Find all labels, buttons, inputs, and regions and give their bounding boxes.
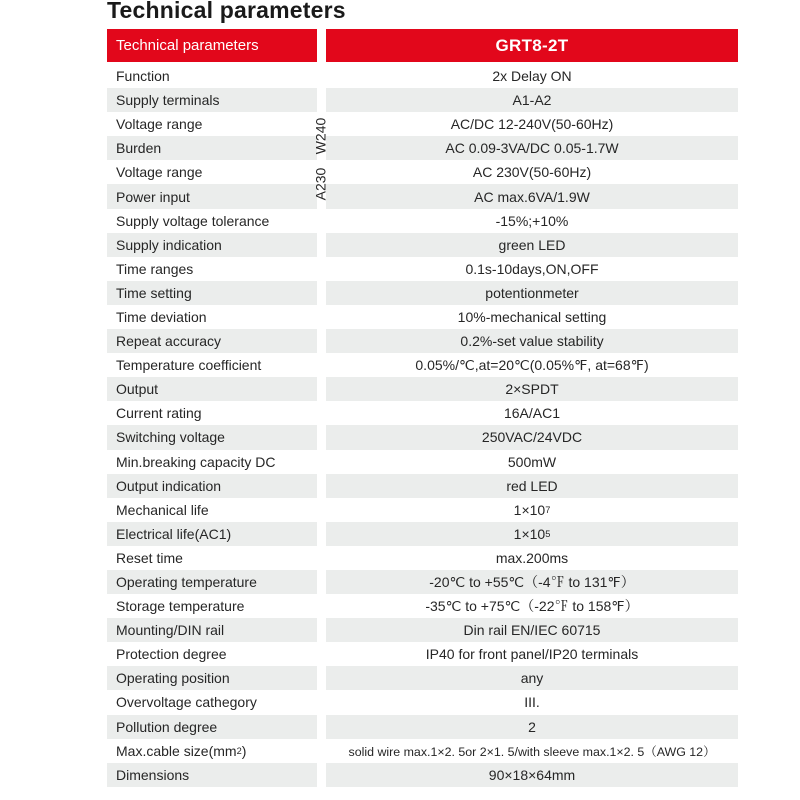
row-value: 1×10 7 (513, 501, 551, 518)
table-row (107, 88, 738, 112)
table-row (107, 329, 738, 353)
row-value: 10%-mechanical setting (457, 308, 607, 325)
row-value: red LED (326, 474, 738, 498)
table-row (107, 522, 738, 546)
row-gap (317, 64, 326, 88)
row-label: Operating position (107, 666, 317, 690)
row-value: IP40 for front panel/IP20 terminals (425, 646, 639, 663)
row-value: Din rail EN/IEC 60715 (326, 618, 738, 642)
group-tag-w240 (307, 112, 333, 160)
row-label: Time ranges (116, 260, 194, 277)
table-body (107, 64, 738, 787)
row-value: 90×18×64mm (326, 763, 738, 787)
row-gap (317, 739, 326, 763)
table-row (107, 690, 738, 714)
row-label: Supply indication (107, 233, 317, 257)
row-gap (317, 450, 326, 474)
table-row (107, 594, 738, 618)
table-row (107, 618, 738, 642)
table-row (107, 570, 738, 594)
table-row (107, 546, 738, 570)
row-label: Temperature coefficient (116, 357, 262, 374)
row-gap (317, 715, 326, 739)
table-row (107, 425, 738, 449)
row-value: 2 (326, 715, 738, 739)
row-gap (317, 618, 326, 642)
row-label: Function (116, 68, 170, 85)
row-value: -20℃ to +55℃（-4℉ to 131℉） (326, 570, 738, 594)
row-value: 1×10 5 (326, 522, 738, 546)
row-gap (317, 233, 326, 257)
row-gap (317, 642, 326, 666)
row-label: Output indication (107, 474, 317, 498)
header-product-model: GRT8-2T (326, 29, 738, 62)
row-gap (317, 546, 326, 570)
row-gap (317, 570, 326, 594)
row-gap (317, 594, 326, 618)
row-label: Burden (107, 136, 317, 160)
row-gap (317, 498, 326, 522)
row-value: potentionmeter (326, 281, 738, 305)
row-gap (317, 353, 326, 377)
row-value: 2×SPDT (326, 377, 738, 401)
row-value: 16A/AC1 (503, 405, 561, 422)
row-label: Protection degree (116, 646, 227, 663)
group-tag-label: A230 (312, 168, 329, 201)
group-tag-label: W240 (312, 117, 329, 155)
table-row (107, 281, 738, 305)
row-label: Overvoltage cathegory (116, 694, 257, 711)
row-label: Output (107, 377, 317, 401)
table-row (107, 136, 738, 160)
table-row (107, 715, 738, 739)
table-row (107, 666, 738, 690)
row-label: Supply voltage tolerance (116, 212, 270, 229)
row-label: Mechanical life (116, 501, 209, 518)
row-label: Electrical life(AC1) (107, 522, 317, 546)
row-label: Storage temperature (116, 598, 245, 615)
table-row (107, 739, 738, 763)
row-gap (317, 690, 326, 714)
row-gap (317, 666, 326, 690)
table-row (107, 184, 738, 208)
row-label: Dimensions (107, 763, 317, 787)
row-value: AC max.6VA/1.9W (326, 184, 738, 208)
table-row (107, 64, 738, 88)
row-value: green LED (326, 233, 738, 257)
row-value: 0.05%/℃,at=20℃(0.05%℉, at=68℉) (415, 356, 649, 373)
row-gap (317, 305, 326, 329)
row-value: solid wire max.1×2. 5or 2×1. 5/with sleeve max.1×2. 5（AWG 12） (348, 744, 716, 759)
row-gap (317, 425, 326, 449)
table-row (107, 401, 738, 425)
table-row (107, 353, 738, 377)
row-value: -15%;+10% (495, 212, 569, 229)
row-label: Repeat accuracy (107, 329, 317, 353)
row-value: AC 230V(50-60Hz) (472, 164, 592, 181)
row-value: any (326, 666, 738, 690)
row-value: 2x Delay ON (492, 68, 572, 85)
row-label: Operating temperature (107, 570, 317, 594)
row-gap (317, 257, 326, 281)
row-value: 0.2%-set value stability (326, 329, 738, 353)
row-label: Switching voltage (107, 425, 317, 449)
row-value: max.200ms (495, 549, 569, 566)
table-row (107, 112, 738, 136)
table-row (107, 498, 738, 522)
row-value: III. (524, 694, 540, 711)
header-column-gap (317, 29, 326, 62)
row-label: Reset time (116, 549, 183, 566)
row-value: -35℃ to +75℃（-22℉ to 158℉） (425, 598, 639, 615)
row-label: Voltage range (116, 164, 203, 181)
row-value: AC/DC 12-240V(50-60Hz) (450, 116, 614, 133)
row-label: Current rating (116, 405, 202, 422)
row-gap (317, 88, 326, 112)
row-gap (317, 522, 326, 546)
table-row (107, 474, 738, 498)
row-gap (317, 281, 326, 305)
table-row (107, 209, 738, 233)
table-row (107, 763, 738, 787)
row-label: Time deviation (116, 308, 207, 325)
row-label: Time setting (107, 281, 317, 305)
row-value: 500mW (507, 453, 557, 470)
row-value: AC 0.09-3VA/DC 0.05-1.7W (326, 136, 738, 160)
row-gap (317, 474, 326, 498)
row-value: 0.1s-10days,ON,OFF (465, 260, 599, 277)
row-gap (317, 377, 326, 401)
row-label: Max.cable size(mm 2 ) (116, 742, 247, 759)
row-gap (317, 763, 326, 787)
table-row (107, 450, 738, 474)
table-row (107, 642, 738, 666)
row-gap (317, 209, 326, 233)
row-value: A1-A2 (326, 88, 738, 112)
row-gap (317, 329, 326, 353)
row-gap (317, 401, 326, 425)
table-header-row (107, 29, 738, 62)
row-label: Supply terminals (107, 88, 317, 112)
table-row (107, 233, 738, 257)
row-label: Pollution degree (107, 715, 317, 739)
row-value: 250VAC/24VDC (326, 425, 738, 449)
header-parameter-column: Technical parameters (107, 29, 317, 62)
table-row (107, 160, 738, 184)
row-label: Voltage range (116, 116, 203, 133)
group-tag-a230 (307, 160, 333, 208)
row-label: Power input (107, 184, 317, 208)
row-label: Min.breaking capacity DC (116, 453, 276, 470)
row-label: Mounting/DIN rail (107, 618, 317, 642)
specification-table (107, 29, 738, 787)
table-row (107, 257, 738, 281)
table-row (107, 377, 738, 401)
page-title: Technical parameters (107, 0, 346, 23)
table-row (107, 305, 738, 329)
